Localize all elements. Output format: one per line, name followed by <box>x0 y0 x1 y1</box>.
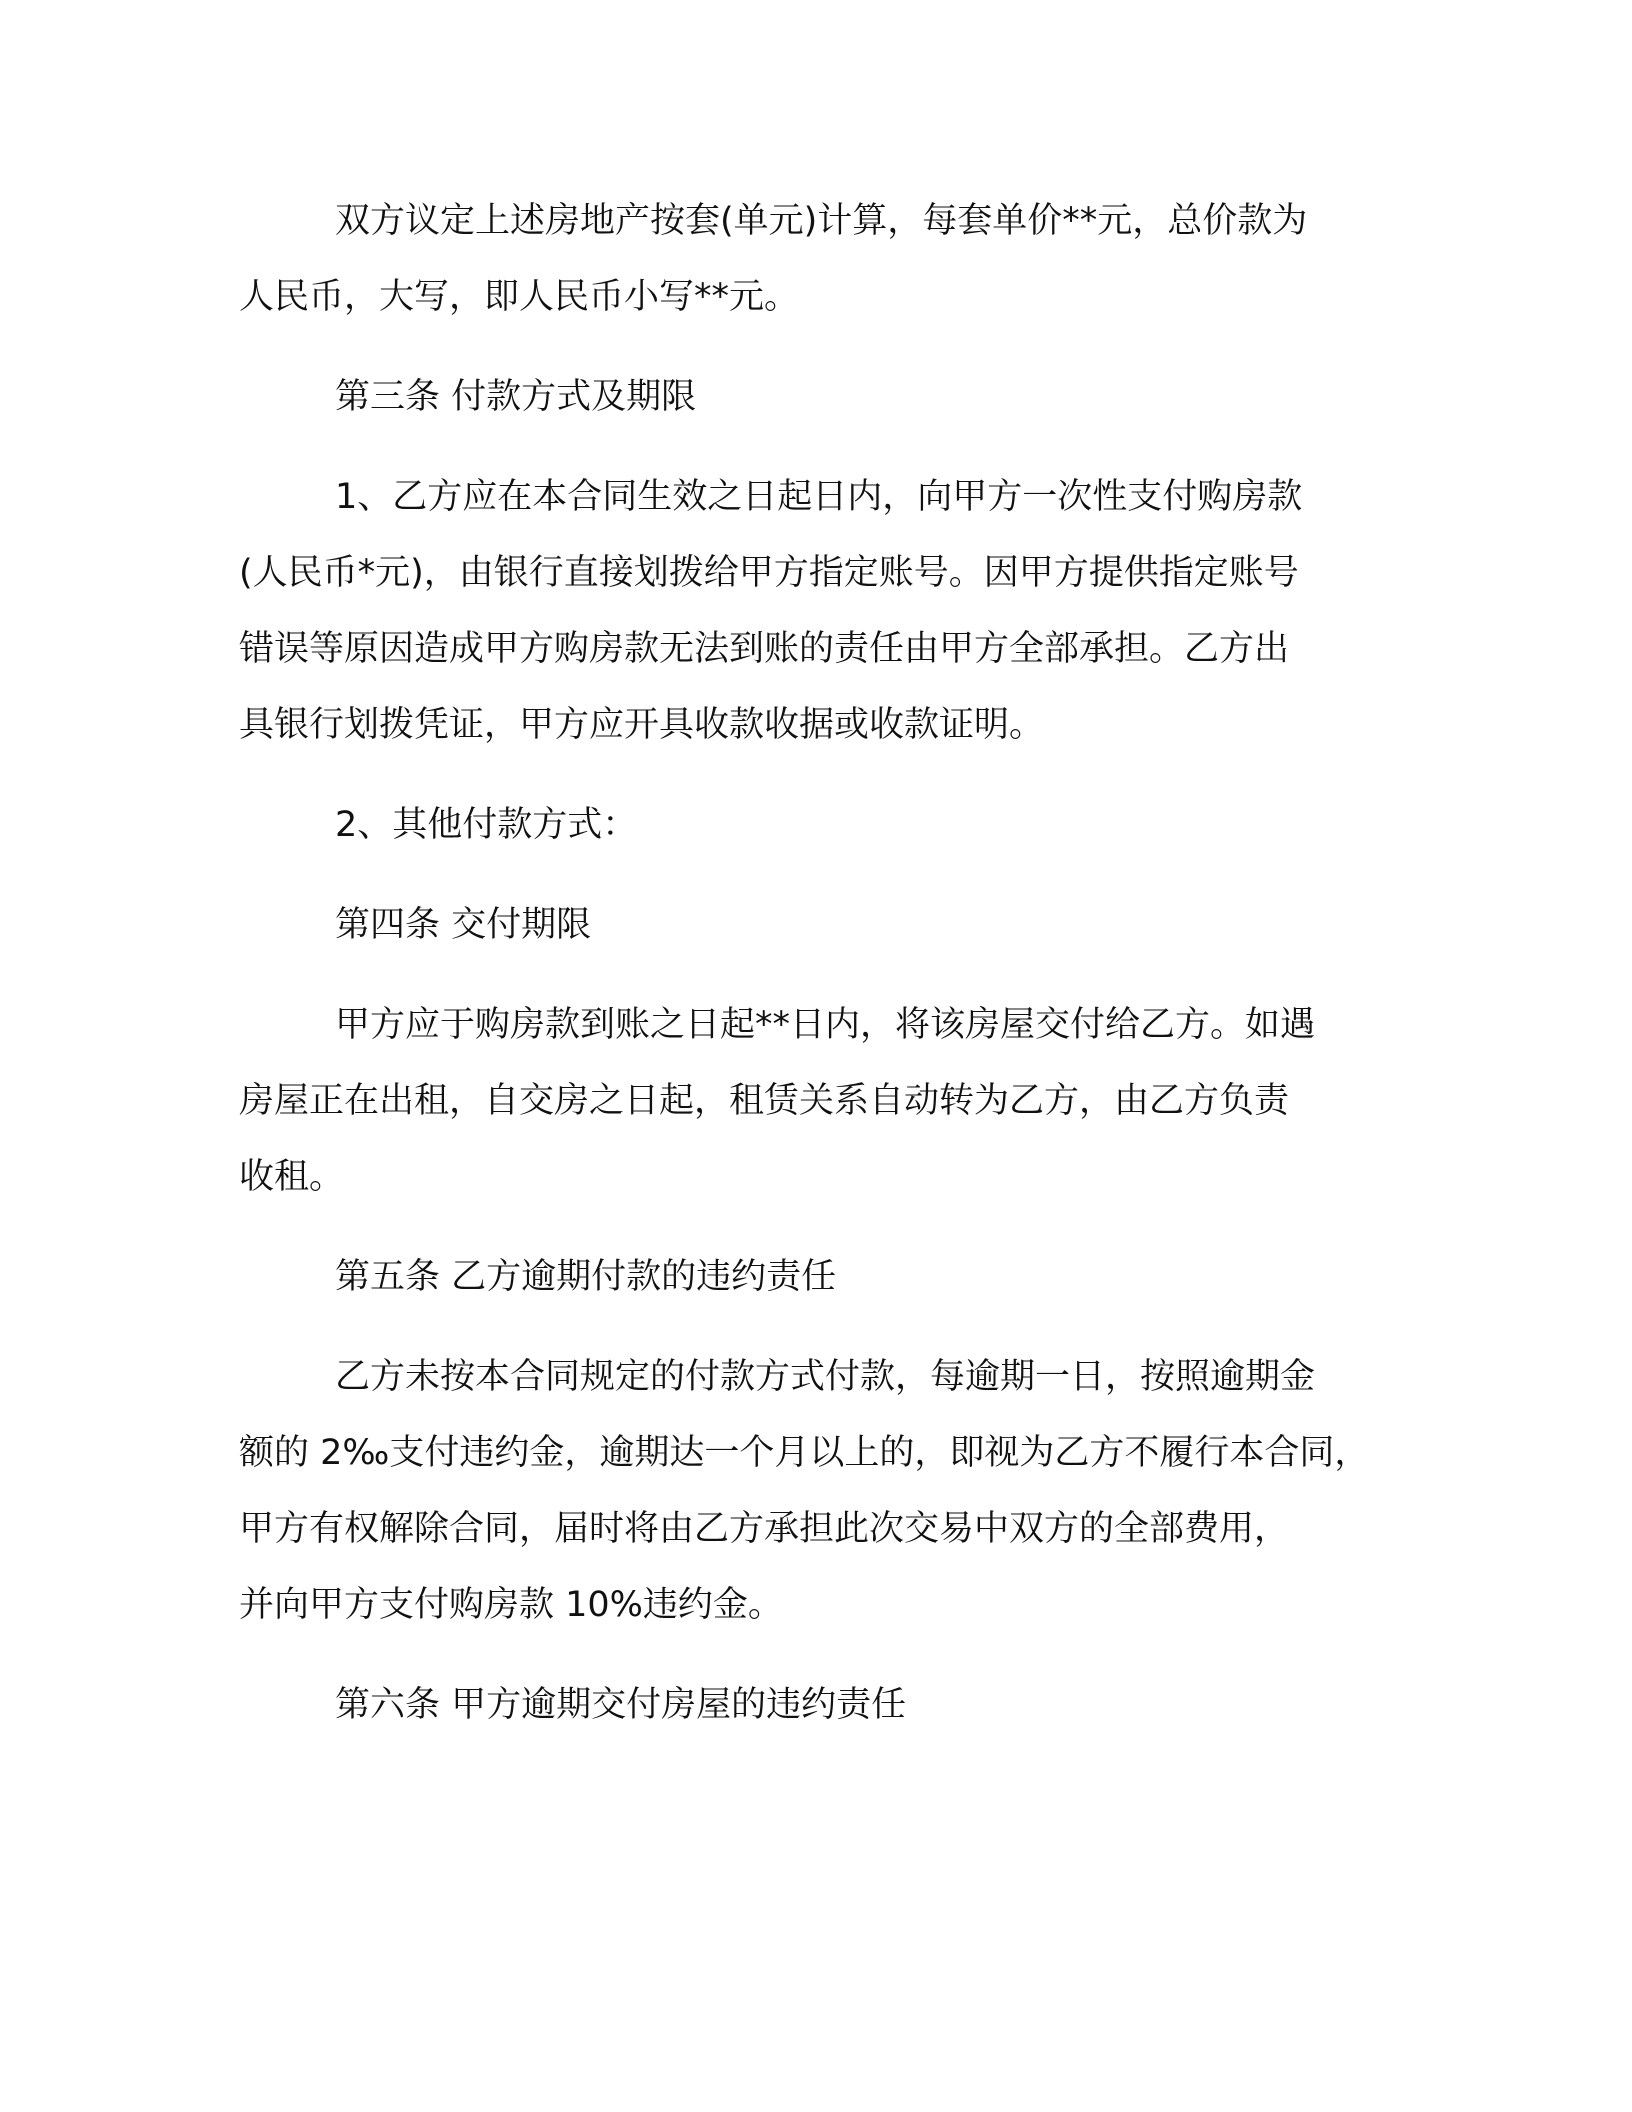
text-line: 人民币，大写，即人民币小写**元。 <box>239 277 800 317</box>
text-line: 2、其他付款方式： <box>335 805 638 845</box>
price-clause-paragraph <box>239 183 1414 335</box>
heading-line: 第四条 交付期限 <box>335 905 592 945</box>
text-line: 具银行划拨凭证，甲方应开具收款收据或收款证明。 <box>239 705 1045 745</box>
text-line: 并向甲方支付购房款 10%违约金。 <box>239 1585 783 1625</box>
text-line: 甲方应于购房款到账之日起**日内，将该房屋交付给乙方。如遇 <box>335 1005 1316 1045</box>
text-line: (人民币*元)，由银行直接划拨给甲方指定账号。因甲方提供指定账号 <box>239 553 1299 593</box>
heading-line: 第六条 甲方逾期交付房屋的违约责任 <box>335 1685 907 1725</box>
heading-line: 第五条 乙方逾期付款的违约责任 <box>335 1257 837 1297</box>
text-line: 1、乙方应在本合同生效之日起日内，向甲方一次性支付购房款 <box>335 477 1303 517</box>
text-line: 收租。 <box>239 1157 345 1197</box>
text-line: 房屋正在出租，自交房之日起，租赁关系自动转为乙方，由乙方负责 <box>239 1081 1290 1121</box>
article-5-heading <box>239 1239 1414 1315</box>
article-3-heading <box>239 359 1414 435</box>
document-body <box>239 183 1414 1743</box>
text-line: 错误等原因造成甲方购房款无法到账的责任由甲方全部承担。乙方出 <box>239 629 1290 669</box>
delivery-paragraph <box>239 987 1414 1215</box>
heading-line: 第三条 付款方式及期限 <box>335 377 697 417</box>
late-payment-paragraph <box>239 1339 1414 1643</box>
payment-item-2-paragraph <box>239 787 1414 863</box>
article-6-heading <box>239 1667 1414 1743</box>
text-line: 甲方有权解除合同，届时将由乙方承担此次交易中双方的全部费用， <box>239 1509 1290 1549</box>
text-line: 乙方未按本合同规定的付款方式付款，每逾期一日，按照逾期金 <box>335 1357 1316 1397</box>
payment-item-1-paragraph <box>239 459 1414 763</box>
text-line: 双方议定上述房地产按套(单元)计算，每套单价**元，总价款为 <box>335 201 1308 241</box>
text-line: 额的 2‰支付违约金，逾期达一个月以上的，即视为乙方不履行本合同， <box>239 1433 1370 1473</box>
article-4-heading <box>239 887 1414 963</box>
